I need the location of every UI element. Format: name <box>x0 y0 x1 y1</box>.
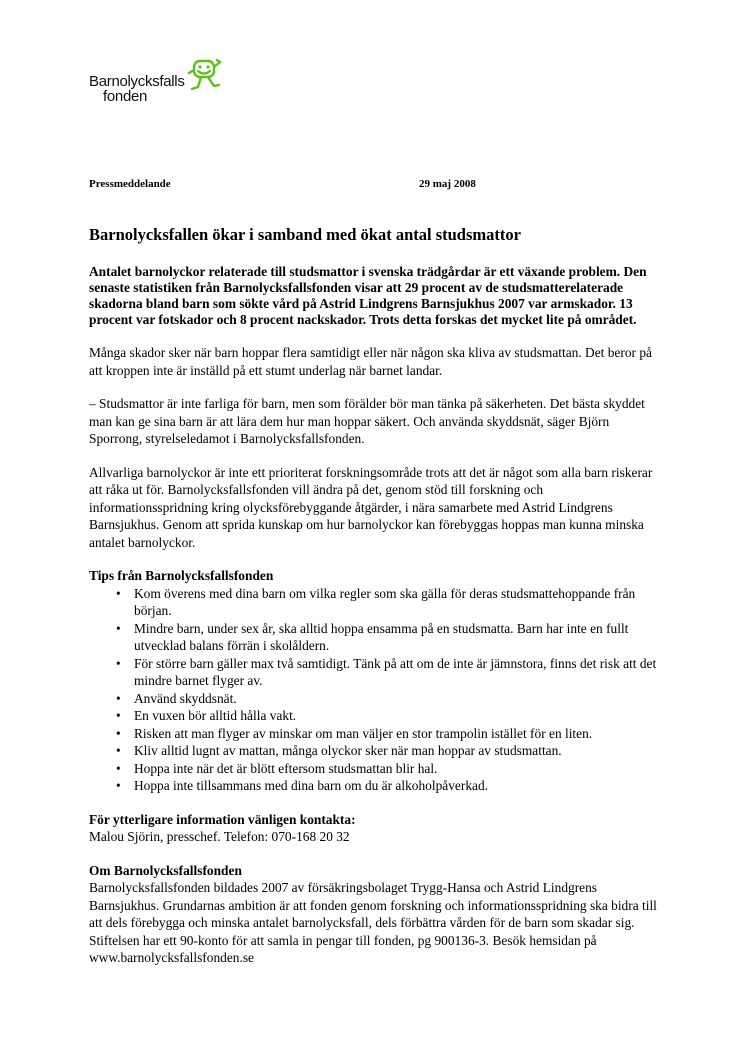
document-date: 29 maj 2008 <box>419 178 476 190</box>
tips-heading: Tips från Barnolycksfallsfonden <box>89 568 274 583</box>
body-paragraph-2: – Studsmattor är inte farliga för barn, men som förälder bör man tänka på säkerheten. Det bästa skyddet man kan ge sina barn är att lära dem hur man hoppar säkert. Och använda skyddsnät, säger Björn Sporrong, styrelseledamot i Barnolycksfallsfonden. <box>89 396 645 446</box>
document-type: Pressmeddelande <box>89 178 171 190</box>
tips-list-item: • Hoppa inte tillsammans med dina barn om du är alkoholpåverkad. <box>134 777 664 795</box>
smiling-figure-icon <box>187 58 223 98</box>
tips-list-item: • Mindre barn, under sex år, ska alltid hoppa ensamma på en studsmatta. Barn har inte en fullt utvecklad balans förrän i skolåldern. <box>134 620 664 655</box>
tips-list-item: • Kliv alltid lugnt av mattan, många olyckor sker när man hoppar av studsmattan. <box>134 742 664 760</box>
tips-list-item: • Risken att man flyger av minskar om man väljer en stor trampolin istället för en liten. <box>134 725 664 743</box>
tips-list-item: • Hoppa inte när det är blött eftersom studsmattan blir hal. <box>134 760 664 778</box>
logo-text-line1: Barnolycksfalls <box>89 73 185 90</box>
contact-heading: För ytterligare information vänligen kontakta: <box>89 811 356 827</box>
body-paragraph-1: Många skador sker när barn hoppar flera samtidigt eller när någon ska kliva av studsmattan. Det beror på att kroppen inte är inställd på ett stumt underlag när barnet landar. <box>89 345 652 378</box>
lead-paragraph: Antalet barnolyckor relaterade till studsmattor i svenska trädgårdar är ett växande problem. Den senaste statistiken från Barnolycksfallsfonden visar att 29 procent av de studsmatterelaterade skadorna bland barn som sökte vård på Astrid Lindgrens Barnsjukhus 2007 var armskador. 13 procent var fotskador och 8 procent nackskador. Trots detta forskas det mycket lite på området. <box>89 264 647 327</box>
page-title: Barnolycksfallen ökar i samband med ökat antal studsmattor <box>89 225 521 244</box>
contact-text: Malou Sjörin, presschef. Telefon: 070-168 20 32 <box>89 829 350 844</box>
tips-list-item: • En vuxen bör alltid hålla vakt. <box>134 707 664 725</box>
logo-text-line2: fonden <box>103 88 148 105</box>
tips-list-item: • För större barn gäller max två samtidigt. Tänk på att om de inte är jämnstora, finns det risk att det mindre barnet flyger av. <box>134 655 664 690</box>
about-heading: Om Barnolycksfallsfonden <box>89 862 242 878</box>
about-text: Barnolycksfallsfonden bildades 2007 av försäkringsbolaget Trygg-Hansa och Astrid Lindgrens Barnsjukhus. Grundarnas ambition är att fonden genom forskning och informationsspridning ska bidra till att dels förebygga och minska antalet barnolycksfall, dels förbättra vården för de barn som skadar sig. Stiftelsen har ett 90-konto för att samla in pengar till fonden, pg 900136-3. Besök hemsidan på www.barnolycksfallsfonden.se <box>89 880 657 965</box>
logo <box>89 58 229 105</box>
tips-list-item: • Använd skyddsnät. <box>134 690 664 708</box>
tips-list-item: • Kom överens med dina barn om vilka regler som ska gälla för deras studsmattehoppande från början. <box>134 585 664 620</box>
document-body <box>89 225 664 967</box>
tips-list <box>89 585 664 795</box>
body-paragraph-3: Allvarliga barnolyckor är inte ett prioriterat forskningsområde trots att det är något som alla barn riskerar att råka ut för. Barnolycksfallsfonden vill ändra på det, genom stöd till forskning och informationsspridning kring olycksförebyggande åtgärder, i nära samarbete med Astrid Lindgrens Barnsjukhus. Genom att sprida kunskap om hur barnolyckor kan förebyggas hoppas man kunna minska antalet barnolyckor. <box>89 464 653 550</box>
